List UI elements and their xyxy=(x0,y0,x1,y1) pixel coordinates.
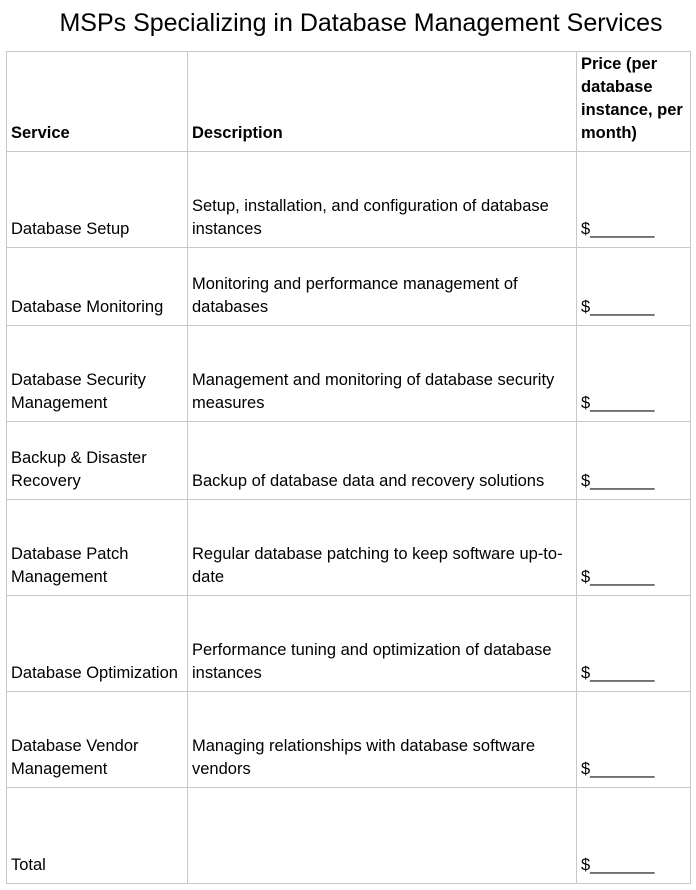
services-pricing-table xyxy=(6,51,691,884)
service-cell: Backup & Disaster Recovery xyxy=(7,422,188,500)
table-row xyxy=(7,248,691,326)
description-cell xyxy=(188,788,577,884)
service-cell: Database Security Management xyxy=(7,326,188,422)
table-row xyxy=(7,692,691,788)
service-cell: Database Vendor Management xyxy=(7,692,188,788)
price-cell: $_______ xyxy=(577,596,691,692)
price-cell: $_______ xyxy=(577,152,691,248)
table-header-row xyxy=(7,52,691,152)
table-row xyxy=(7,326,691,422)
table-row xyxy=(7,152,691,248)
service-cell: Database Monitoring xyxy=(7,248,188,326)
header-price: Price (per database instance, per month) xyxy=(577,52,691,152)
price-cell: $_______ xyxy=(577,422,691,500)
header-description: Description xyxy=(188,52,577,152)
description-cell: Performance tuning and optimization of database instances xyxy=(188,596,577,692)
service-cell: Database Setup xyxy=(7,152,188,248)
total-label-cell: Total xyxy=(7,788,188,884)
page-title: MSPs Specializing in Database Management Services xyxy=(59,9,663,37)
description-cell: Monitoring and performance management of databases xyxy=(188,248,577,326)
description-cell: Backup of database data and recovery solutions xyxy=(188,422,577,500)
table-row xyxy=(7,596,691,692)
price-cell: $_______ xyxy=(577,248,691,326)
description-cell: Management and monitoring of database security measures xyxy=(188,326,577,422)
service-cell: Database Patch Management xyxy=(7,500,188,596)
price-cell: $_______ xyxy=(577,692,691,788)
price-cell: $_______ xyxy=(577,500,691,596)
description-cell: Regular database patching to keep software up-to-date xyxy=(188,500,577,596)
header-service: Service xyxy=(7,52,188,152)
service-cell: Database Optimization xyxy=(7,596,188,692)
total-price-cell: $_______ xyxy=(577,788,691,884)
description-cell: Setup, installation, and configuration of database instances xyxy=(188,152,577,248)
table-row xyxy=(7,500,691,596)
table-row xyxy=(7,422,691,500)
total-row xyxy=(7,788,691,884)
price-cell: $_______ xyxy=(577,326,691,422)
description-cell: Managing relationships with database software vendors xyxy=(188,692,577,788)
